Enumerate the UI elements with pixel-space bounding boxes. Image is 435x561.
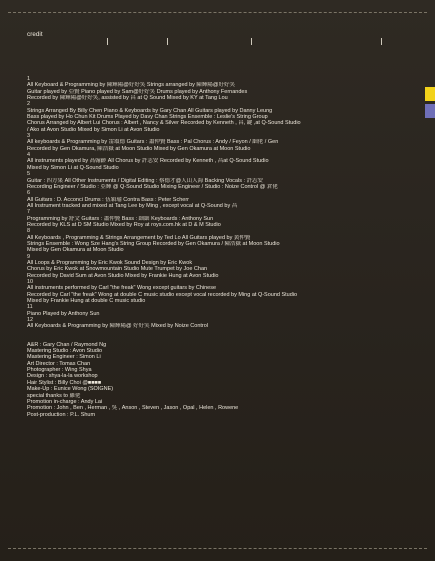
track-credit-line: All Instrument tracked and mixed at Tang Lee by Ming , except vocal at Q-Sound by 昌 <box>27 202 238 209</box>
yellow-index-tab <box>425 87 435 101</box>
staff-credit-line: A&R : Gary Chan / Raymond Ng <box>27 341 107 348</box>
staff-credit-line: Promotion : John , Ben , Herman , 吳 , Anson , Steven , Jason , Opal , Helen , Rowene <box>27 405 239 412</box>
track-credit-line: Mixed by Simon Li at Q-Sound Studio <box>27 164 119 171</box>
page-title: credit <box>27 31 43 38</box>
track-number: 1 <box>27 76 31 82</box>
top-stitch-border <box>8 12 427 13</box>
track-credit-line: All Loops & Programming by Eric Kwok Sound Design by Eric Kwok <box>27 259 193 266</box>
track-credit-line: All Keyboards & Programming by 陳輝陽@ 好好笑 Mixed by Noize Control <box>27 323 209 330</box>
staff-credit-line: Mastering Studio : Avon Studio <box>27 348 103 355</box>
track-credit-line: Recorded by Carl "the freak" Wong at double C music studio except vocal recorded by Ming at Q-Sound Studio <box>27 291 298 298</box>
track-credit-line: Guitar : 四方果 All Other Instruments / Digital Editing : 蔡德才@人山人海 Backing Vocals : 許志安 <box>27 177 264 184</box>
track-credit-line: Recorded by 陳輝陽@好好笑, assisted by 昌 at Q Sound Mixed by KY at Tang Lou <box>27 95 228 102</box>
track-number: 10 <box>27 279 34 285</box>
track-credit-line: All Guitars : D. Acconci Drums : 伍穎瑜 Contra Bass : Peter Scherr <box>27 196 189 203</box>
staff-credit-line: Photographer : Wing Shya <box>27 367 92 374</box>
staff-credit-line: Make-Up : Eunice Wong (SOIGNE) <box>27 386 114 393</box>
section-gap <box>27 330 419 342</box>
track-credit-line: Mixed by Gen Okamura at Moon Studio <box>27 247 124 254</box>
track-credit-line: Bass played by Ho Chun Kit Drums Played by Davy Chan Strings Ensemble : Leslie's String Group <box>27 114 268 121</box>
track-credit-line: Mixed by Frankie Hung at double C music studio <box>27 298 146 305</box>
credits-content <box>27 76 419 418</box>
track-credit-line: Chorus Arranged by Albert Lui Chorus : Albert , Nancy & Silver Recorded by Kenneth , 昌, 鍵 ,at Q-Sound Studio <box>27 120 301 127</box>
track-number: 11 <box>27 304 33 311</box>
column-tick-mark <box>167 38 168 45</box>
track-number: 7 <box>27 209 31 216</box>
track-credit-line: Recording Engineer / Studio : 亞輝 @ Q-Sound Studio Mixing Engineer / Studio : Noize Control @ 倉佬 <box>27 183 278 190</box>
track-number: 6 <box>27 190 31 197</box>
track-credit-line: All instruments played by 高翰齡 All Chorus by 許志安 Recorded by Kenneth , 昌at Q-Sound Studio <box>27 158 269 165</box>
track-credit-line: Chorus by Eric Kwok at Snowmountain Studio Mute Trumpet by Joe Chan <box>27 266 208 273</box>
track-credit-line: All Keyboard & Programming by 陳輝陽@好好笑 Strings arranged by 陳輝陽@好好笑 <box>27 82 236 89</box>
staff-credits <box>27 342 419 418</box>
staff-credit-line: Hair Stylist : Billy Choi @■■■■ <box>27 379 102 386</box>
purple-index-tab <box>425 104 435 118</box>
track-credit-line: Programming by 舒文 Guitars : 蕭仲賢 Bass : 細細 Keyboards : Anthony Sun <box>27 215 214 222</box>
staff-credit-line: Promotion in-charge : Andy Lai <box>27 398 103 405</box>
track-number: 4 <box>27 152 31 159</box>
staff-credit-line: Design : shya-la-la workshop <box>27 373 98 380</box>
bottom-stitch-border <box>8 548 427 549</box>
track-credit-line: Recorded by David Sum at Avon Studio Mixed by Frankie Hung at Avon Studio <box>27 272 219 279</box>
track-credits <box>27 76 419 330</box>
track-credit-line: Recorded by KLS at D SM Studio Mixed by Roy at roys.com.hk at D & M Studio <box>27 221 221 228</box>
track-number: 2 <box>27 101 31 108</box>
staff-credit-line: Mastering Engineer : Simon Li <box>27 354 101 361</box>
column-tick-mark <box>381 38 382 45</box>
track-number: 9 <box>27 253 31 260</box>
track-number: 12 <box>27 317 34 324</box>
staff-credit-line: special thanks to 雞佬 <box>27 392 81 399</box>
track-credit-line: Guitar played by 亞賢 Piano played by Sam@好好笑 Drums played by Anthony Fernandes <box>27 88 248 95</box>
staff-credit-line: Art Director : Tomas Chan <box>27 360 91 367</box>
track-credit-line: All keyboards & Programming by 雷頌德 Guitars : 蕭仲賢 Bass : Pal Chorus : Andy / Feyon / 細佬 / Gen <box>27 139 279 146</box>
column-tick-mark <box>251 38 252 45</box>
track-credit-line: Piano Played by Anthony Sun <box>27 310 100 317</box>
track-credit-line: Strings Ensemble : Wong Sze Hang's String Group Recorded by Gen Okamura / 陳浩嶽 at Moon Studio <box>27 240 280 247</box>
track-credit-line: All instruments performed by Carl "the freak" Wong except guitars by Chinese <box>27 285 217 292</box>
track-number: 8 <box>27 228 31 235</box>
staff-credit-line: Post-production : P.L. Shum <box>27 411 96 418</box>
track-credit-line: Strings Arranged By Billy Chen Piano & Keyboards by Gary Chan All Guitars played by Danny Leung <box>27 107 273 114</box>
column-tick-mark <box>107 38 108 45</box>
track-number: 3 <box>27 133 31 140</box>
track-credit-line: Recorded by Gen Okamura, 陳浩嶽 at Moon Studio Mixed by Gen Okamura at Moon Studio <box>27 145 251 152</box>
track-number: 5 <box>27 171 31 178</box>
track-credit-line: All Keyboards , Programming & Strings Arrangement by Ted Lo All Guitars played by 黃仲賢 <box>27 234 251 241</box>
track-credit-line: / Ako at Avon Studio Mixed by Simon Li at Avon Studio <box>27 126 160 133</box>
